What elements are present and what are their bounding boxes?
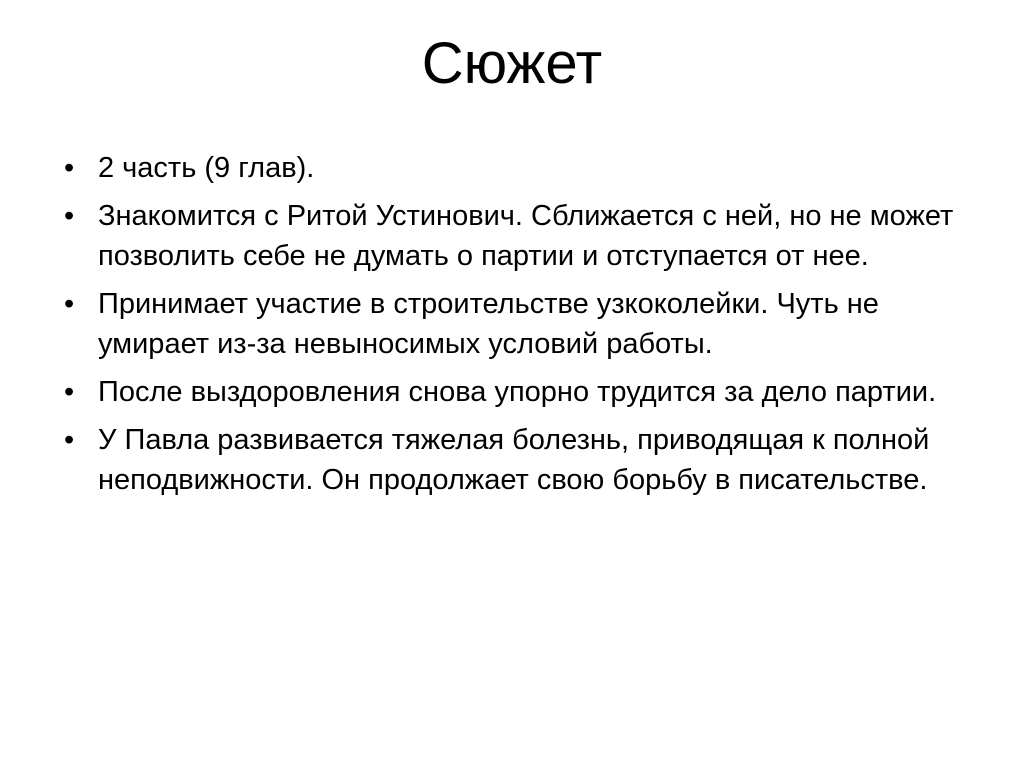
bullet-item: [64, 148, 984, 188]
bullet-marker: •: [64, 152, 75, 184]
bullet-text: Принимает участие в строительстве узкоколейки. Чуть не умирает из-за невыносимых условий работы.: [98, 288, 879, 360]
bullet-marker: •: [64, 200, 75, 232]
bullet-marker: •: [64, 288, 75, 320]
bullet-item: [64, 284, 984, 364]
bullet-text: У Павла развивается тяжелая болезнь, приводящая к полной неподвижности. Он продолжает свою борьбу в писательстве.: [98, 424, 930, 496]
bullet-text: 2 часть (9 глав).: [98, 152, 315, 184]
bullet-text: Знакомится с Ритой Устинович. Сближается с ней, но не может позволить себе не думать о партии и отступается от нее.: [98, 200, 954, 272]
bullet-marker: •: [64, 424, 75, 456]
bullet-item: [64, 196, 984, 276]
bullet-item: [64, 372, 984, 412]
slide-title: Сюжет: [421, 31, 603, 96]
bullet-text: После выздоровления снова упорно трудится за дело партии.: [98, 376, 937, 408]
bullet-item: [64, 420, 984, 500]
bullet-list: [64, 148, 984, 508]
bullet-marker: •: [64, 376, 75, 408]
